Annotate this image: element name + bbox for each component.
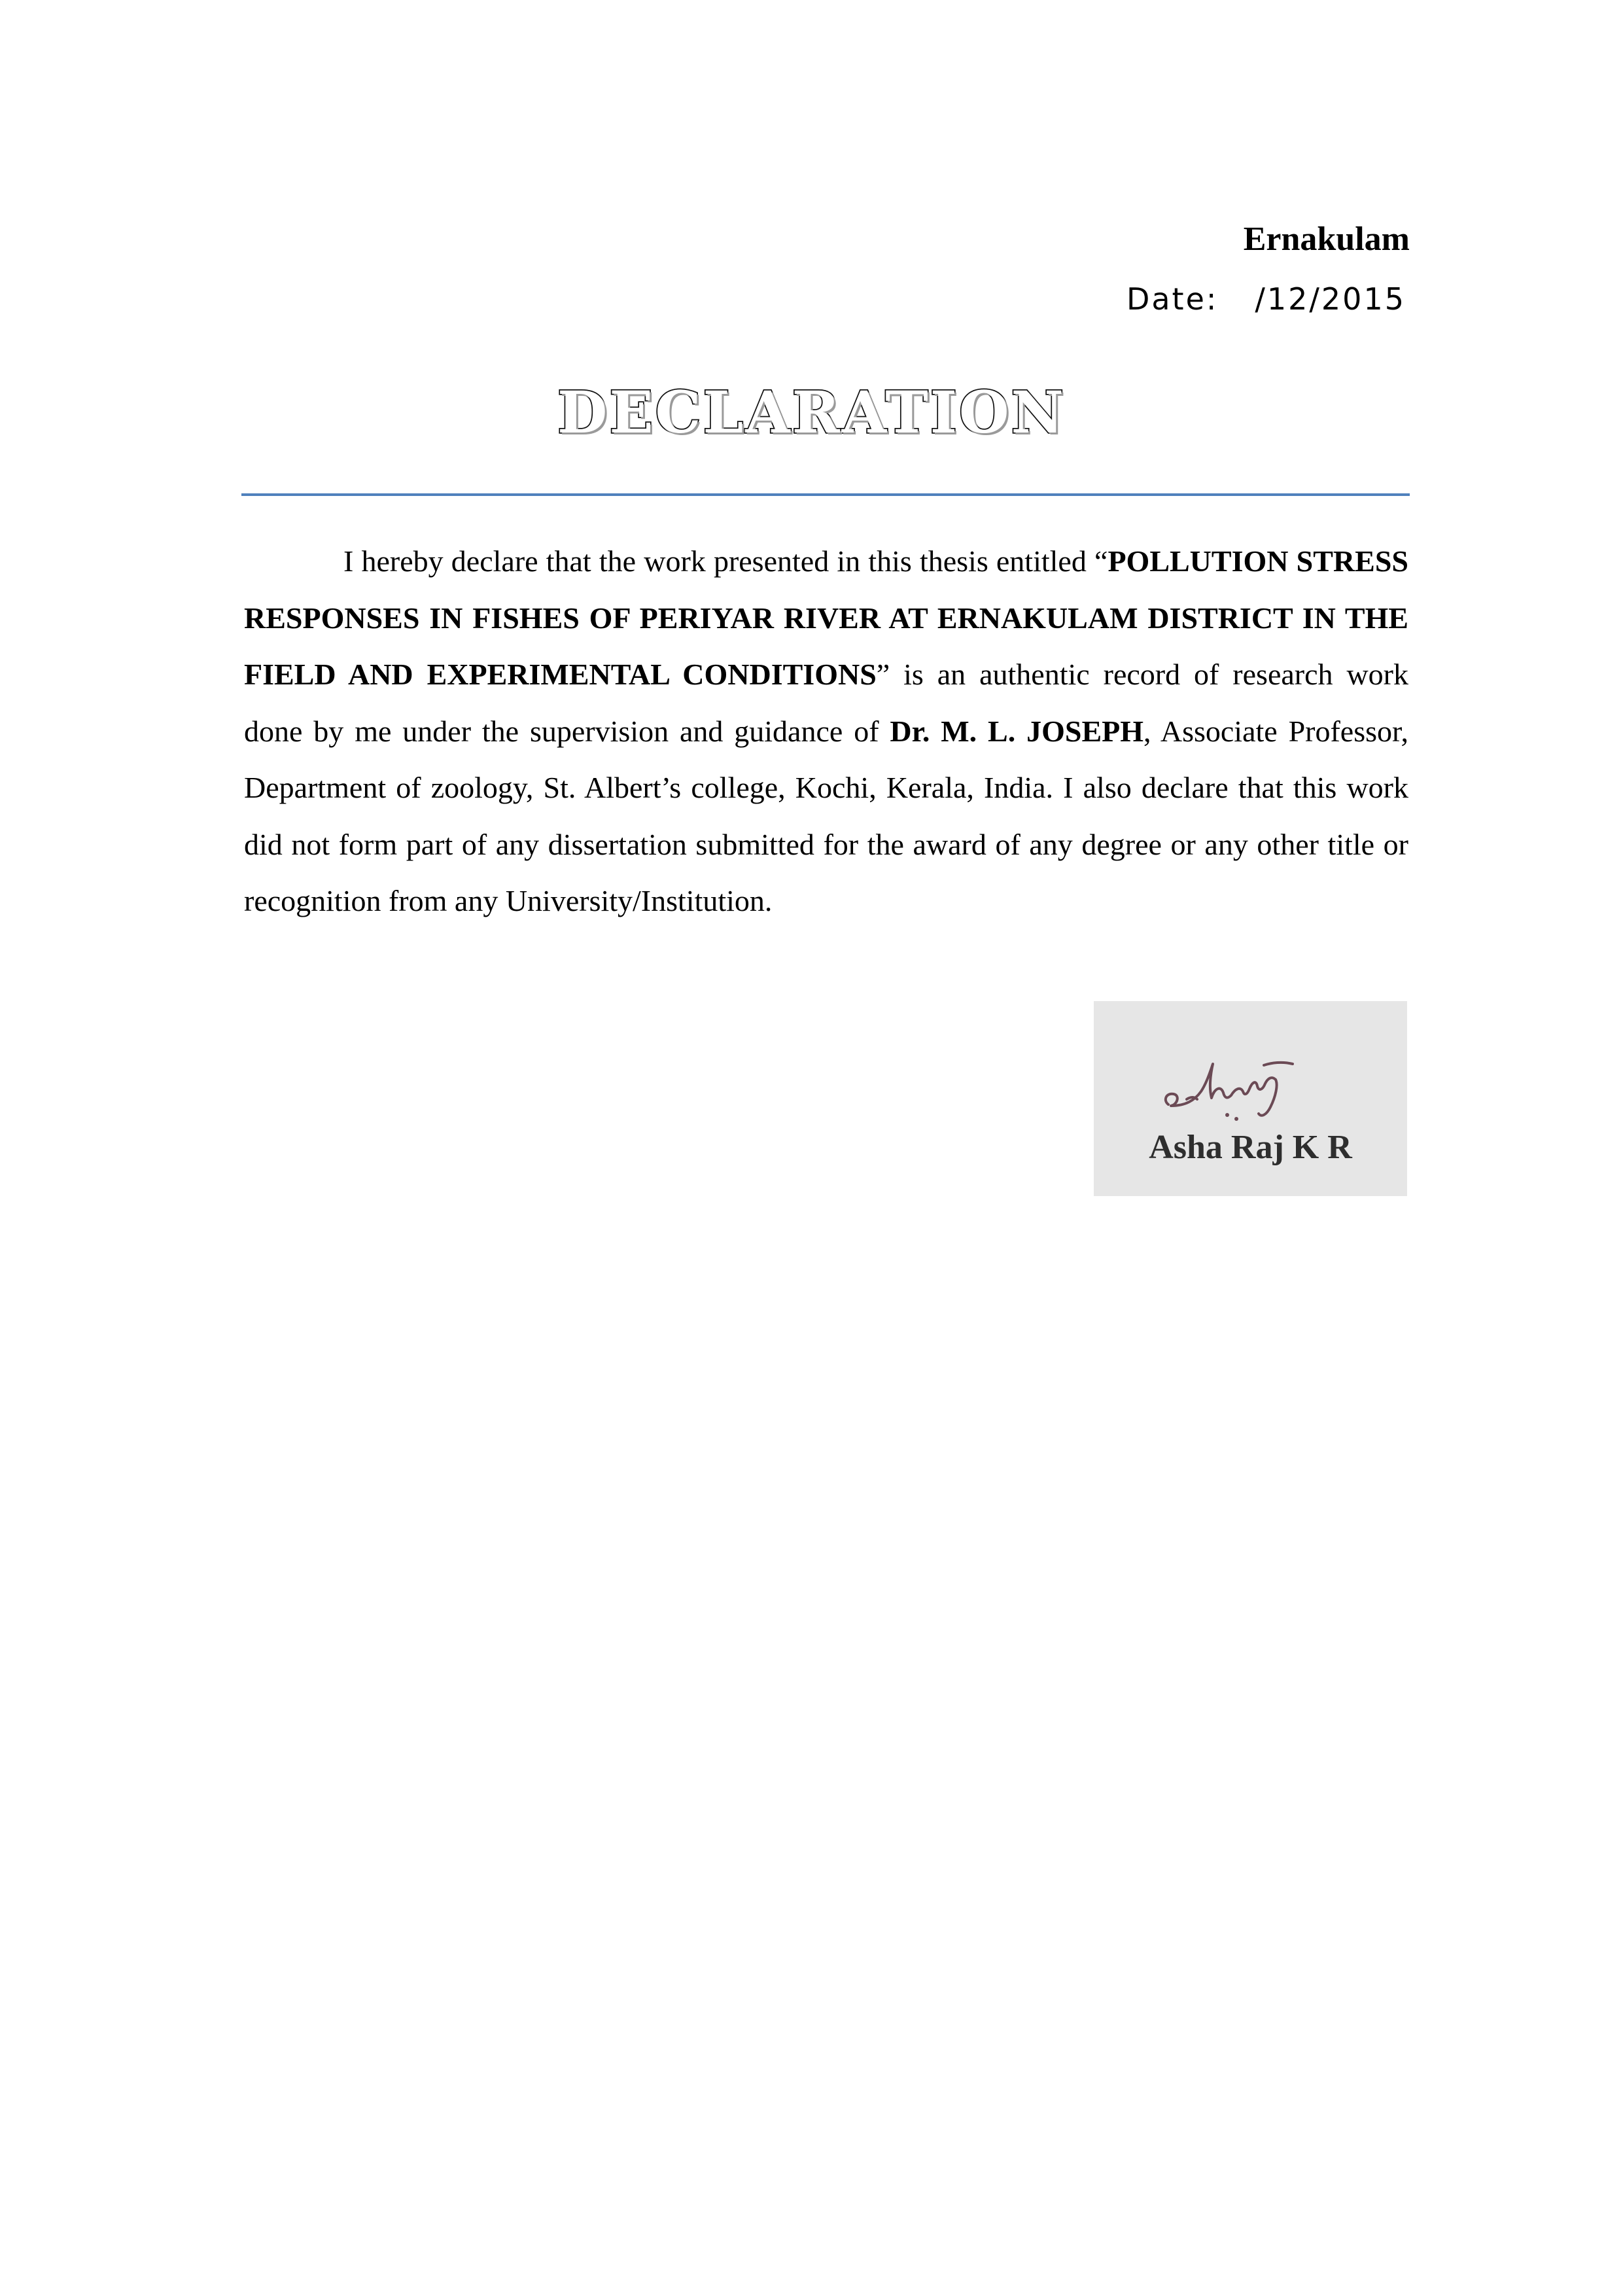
declaration-closing: , Associate Professor, Department of zoology, St. Albert’s college, Kochi, Kerala, India. I also declare that this work did not form part of any dissertation submitted for the award of any degree or any other title or recognition from any University/Institution. — [244, 714, 1409, 917]
date-label: Date: — [1126, 281, 1219, 317]
thesis-title: POLLUTION STRESS RESPONSES IN FISHES OF PERIYAR RIVER AT ERNAKULAM DISTRICT IN THE FIELD AND EXPERIMENTAL CONDITIONS — [244, 544, 1408, 691]
place-name: Ernakulam — [1243, 221, 1410, 258]
page-title: DECLARATION — [557, 378, 1066, 446]
signature-block — [1094, 1001, 1407, 1196]
handwritten-signature — [1154, 1042, 1304, 1127]
declaration-after-title: ” is an authentic record of research work done by me under the supervision and guidance of — [244, 658, 1408, 748]
date-value: /12/2015 — [1255, 281, 1406, 317]
supervisor-name: Dr. M. L. JOSEPH — [890, 714, 1144, 748]
declaration-paragraph — [244, 533, 1408, 930]
declaration-intro: I hereby declare that the work presented in this thesis entitled “ — [343, 544, 1108, 578]
date-line — [1126, 281, 1406, 317]
title-divider — [241, 493, 1410, 496]
signatory-name: Asha Raj K R — [1149, 1129, 1352, 1166]
